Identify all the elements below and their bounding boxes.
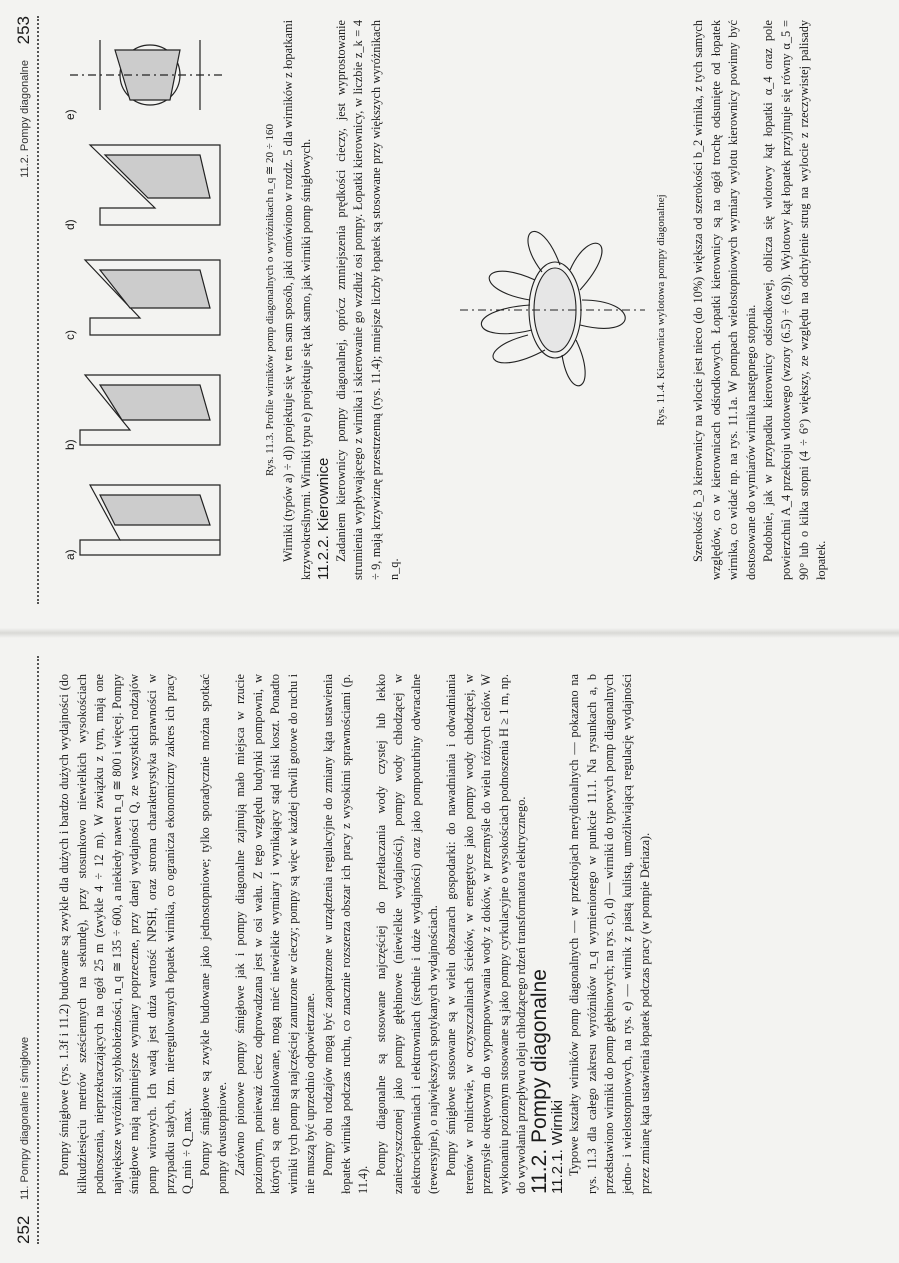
header-rule [37, 656, 39, 1244]
label-d: d) [63, 219, 77, 230]
figure-caption: Rys. 11.3. Profile wirników pomp diagonalnych o wyróżnikach n_q ≅ 20 ÷ 160 [264, 124, 276, 476]
outlet-guide-vane-drawing [450, 180, 650, 440]
figure-11-4 [450, 180, 680, 440]
paragraph: Pompy diagonalne są stosowane najczęściej do przetłaczania wody czystej lub lekko zanieczyszczonej jako pompy głębinowe (niewielkie wydajności), pompy wody chłodzącej w elektrociepłowniach i elektrowniach (średnie i duże wydajności) oraz jako pompoturbiny odwracalne (rewersyjne), o największych spotykanych wydajnościach. [373, 674, 441, 1194]
running-head: 11.2. Pompy diagonalne [19, 60, 31, 178]
paragraph: Pompy śmigłowe stosowane są w wielu obszarach gospodarki: do nawadniania i odwadniania terenów w rolnictwie, w oczyszczalniach ścieków, w energetyce jako pompy wody chłodzącej, w przemyśle okrętowym do wypompowywania wody z doków, w przemyśle do wielu różnych celów. W wykonaniu poziomym stosowane są jako pompy cyrkulacyjne o wysokościach podnoszenia H ≥ 1 m, np. do wywołania przepływu oleju chłodzącego rdzeń transformatora elektrycznego. [444, 674, 529, 1194]
label-b: b) [63, 439, 77, 450]
impeller-profiles-drawing [60, 20, 230, 580]
paragraph: Podobnie, jak w przypadku kierownicy odśrodkowej, oblicza się wlotowy kąt łopatki α_4 oraz pole powierzchni A_4 przekroju wlotowego (wzory (6.5) ÷ (6.9)). Wylotowy kąt łopatek przyjmuje się równy α_5 = 90° lub o kilka stopni (4 ÷ 6°) większy, ze względu na odchylenie strug na wylocie z rzeczywistej palisady łopatek. [761, 20, 829, 580]
paragraph: Pompy obu rodzajów mogą być zaopatrzone w urządzenia regulacyjne do zmiany kąta ustawienia łopatek wirnika podczas ruchu, co znacznie rozszerza obszar ich pracy z wysokimi sprawnościami (p. 11.4). [320, 674, 371, 1194]
figure-11-3 [60, 20, 276, 580]
page-252 [0, 640, 899, 1260]
header-rule [37, 16, 39, 604]
figure-caption: Rys. 11.4. Kierownica wylotowa pompy diagonalnej [655, 194, 667, 426]
page-number: 253 [14, 16, 33, 45]
book-spine-shadow [0, 628, 899, 638]
section-title: 11.2. Pompy diagonalne [528, 969, 552, 1194]
section-title: 11.2.2. Kierownice [315, 457, 333, 580]
page-header [10, 16, 44, 604]
page-header [10, 656, 44, 1244]
running-head: 11. Pompy diagonalne i śmigłowe [19, 1036, 31, 1200]
figure-labels [63, 20, 255, 580]
paragraph: Wirniki (typów a) ÷ d)) projektuje się w ten sam sposób, jaki omówiono w rozdz. 5 dla wirników z łopatkami krzywokreślnymi. Wirniki typu e) projektuje się tak samo, jak wirniki pomp śmigłowych. [281, 20, 313, 580]
page-body-lower [690, 20, 831, 580]
paragraph: Pompy śmigłowe (rys. 1.3f i 11.2) budowane są zwykle dla dużych i bardzo dużych wydajności (do kilkudziesięciu metrów sześciennych na sekundę), przy stosunkowo niewielkich wysokościach podnoszenia, nieprzekraczających na ogół 25 m (zwykle 4 ÷ 12 m). W związku z tym, mają one największe wyróżniki szybkobieżności, n_q ≅ 135 ÷ 600, a niekiedy nawet n_q ≅ 800 i więcej. Pompy śmigłowe mają najmniejsze wymiary poprzeczne, przy danej wydajności Q, ze wszystkich rodzajów pomp wirowych. Ich wadą jest duża wartość NPSH, oraz stroma charakterystyka sprawności w przypadku stałych, tzn. nieregulowanych łopatek wirnika, co ogranicza ekonomiczny zakres ich pracy Q_min ÷ Q_max. [57, 674, 195, 1194]
page-number: 252 [14, 1215, 33, 1244]
subsection-title: 11.2.1. Wirniki [548, 1100, 566, 1194]
paragraph: Typowe kształty wirników pomp diagonalnych — w przekrojach merydionalnych — pokazano na rys. 11.3 dla całego zakresu wyróżników n_q wymienionego w punkcie 11.1. Na rysunkach a, b przedstawiono wirniki do pomp głębinowych; na rys. c), d) — wirniki do typowych pomp diagonalnych jedno- i wielostopniowych, na rys. e) — wirnik z piastą kulistą, umożliwiającą regulację wydajności przez zmianę kąta ustawienia łopatek podczas pracy (w pompie Dériaza). [567, 674, 652, 1194]
label-c: c) [63, 330, 77, 340]
paragraph: Zadaniem kierownicy pompy diagonalnej, oprócz zmniejszenia prędkości cieczy, jest wyprostowanie strumienia wypływającego z wirnika i skierowanie go wzdłuż osi pompy. Łopatki kierownicy, w liczbie z_k = 4 ÷ 9, mają krzywiznę przestrzenną (rys. 11.4); mniejsze liczby łopatek są stosowane przy większych wyróżnikach n_q. [333, 20, 401, 580]
page-body [56, 674, 654, 1194]
page-253 [0, 0, 899, 620]
paragraph: Zarówno pionowe pompy śmigłowe jak i pompy diagonalne zajmują mało miejsca w rzucie poziomym, ponieważ ciecz odprowadzana jest w osi wału. Z tego względu budynki pompowni, w których są one instalowane, mogą mieć niewielkie wymiary i wynikający stąd niski koszt. Ponadto wirniki tych pomp są najczęściej zanurzone w cieczy; pompy są więc w każdej chwili gotowe do ruchu i nie muszą być uprzednio odpowietrzane. [232, 674, 318, 1194]
paragraph: Pompy śmigłowe są zwykle budowane jako jednostopniowe; tylko sporadycznie można spotkać pompy dwustopniowe. [197, 674, 230, 1194]
label-a: a) [63, 549, 77, 560]
page-body [280, 20, 403, 580]
label-e: e) [63, 109, 77, 120]
paragraph: Szerokość b_3 kierownicy na wlocie jest nieco (do 10%) większa od szerokości b_2 wirnika, z tych samych względów, co w kierownicach odśrodkowych. Łopatki kierownicy są na ogół trochę odsunięte od łopatek wirnika, co widać np. na rys. 11.1a. W pompach wielostopniowych wymiary wylotu kierownicy powinny być dostosowane do wymiarów wirnika następnego stopnia. [691, 20, 758, 580]
